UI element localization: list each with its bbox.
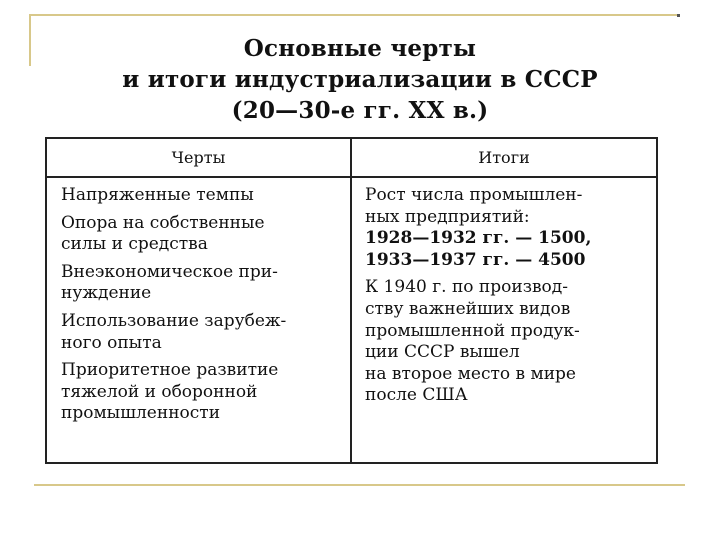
slide-frame-top-line	[29, 14, 679, 16]
result-line: 1928—1932 гг. — 1500,	[365, 228, 592, 249]
feature-line: Опора на собственные	[61, 212, 265, 233]
feature-item	[61, 360, 346, 425]
result-item	[365, 185, 655, 271]
feature-line: Приоритетное развитие	[61, 360, 279, 381]
results-column	[365, 185, 655, 413]
result-line: ции СССР вышел	[365, 342, 520, 363]
features-results-table	[45, 137, 658, 464]
result-line: Рост числа промышлен-	[365, 185, 583, 205]
column-header-features: Черты	[171, 148, 226, 167]
result-line: на второе место в мире	[365, 363, 576, 384]
feature-line: промышленности	[61, 403, 221, 424]
slide-frame-bottom-line	[34, 484, 685, 486]
result-line: ных предприятий:	[365, 206, 530, 227]
feature-item	[61, 262, 346, 305]
feature-item	[61, 311, 346, 354]
corner-dot	[677, 14, 680, 17]
result-line: ству важнейших видов	[365, 298, 571, 319]
feature-line: ного опыта	[61, 332, 162, 353]
title-line-3: (20—30-е гг. XX в.)	[231, 97, 489, 124]
result-line: К 1940 г. по производ-	[365, 277, 568, 298]
feature-item	[61, 213, 346, 256]
feature-line: Внеэкономическое при-	[61, 261, 278, 282]
title-line-2: и итоги индустриализации в СССР	[122, 66, 598, 93]
features-column	[61, 185, 346, 431]
result-item	[365, 277, 655, 407]
page-title	[60, 33, 660, 126]
title-line-1: Основные черты	[243, 35, 477, 62]
column-header-results: Итоги	[478, 148, 530, 167]
feature-line: Использование зарубеж-	[61, 310, 287, 331]
feature-line: силы и средства	[61, 234, 208, 255]
result-line: 1933—1937 гг. — 4500	[365, 249, 586, 270]
result-line: после США	[365, 385, 468, 406]
feature-line: тяжелой и оборонной	[61, 381, 258, 402]
result-line: промышленной продук-	[365, 320, 580, 341]
feature-line: нуждение	[61, 283, 152, 304]
feature-line: Напряженные темпы	[61, 185, 254, 205]
feature-item	[61, 185, 346, 207]
column-divider	[350, 139, 352, 462]
slide-frame-left-line	[29, 14, 31, 66]
